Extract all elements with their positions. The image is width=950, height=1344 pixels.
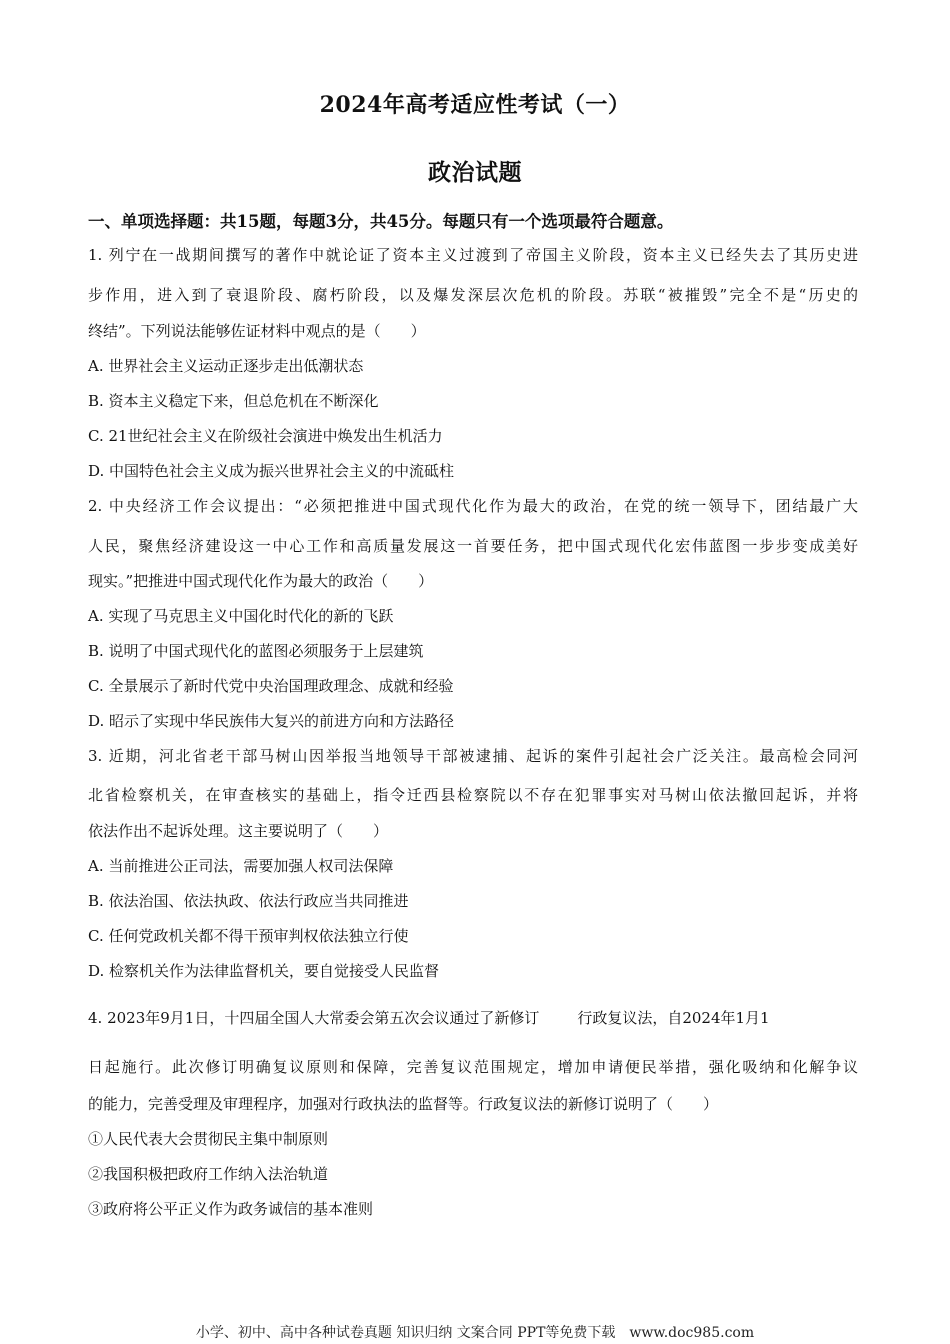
question-2-stem-line-1: 2. 中央经济工作会议提出：“必须把推进中国式现代化作为最大的政治，在党的统一领导下，团结最广大 [88,497,858,515]
question-1-option-b: B. 资本主义稳定下来，但总危机在不断深化 [88,392,379,410]
exam-title: 2024年高考适应性考试（一） [319,92,631,118]
question-4-statement-1: ①人民代表大会贯彻民主集中制原则 [88,1130,329,1148]
question-3-stem-line-2: 北省检察机关，在审查核实的基础上，指令迁西县检察院以不存在犯罪事实对马树山依法撤回起诉，并将 [88,786,858,804]
question-2-stem-line-2: 人民，聚焦经济建设这一中心工作和高质量发展这一首要任务，把中国式现代化宏伟蓝图一步步变成美好 [88,537,858,555]
question-3-stem-line-3: 依法作出不起诉处理。这主要说明了（ ） [88,822,389,840]
page-footer [0,1322,950,1342]
question-4-statement-3: ③政府将公平正义作为政务诚信的基本准则 [88,1200,374,1218]
exam-subtitle: 政治试题 [428,159,522,186]
question-2-option-a: A. 实现了马克思主义中国化时代化的新的飞跃 [88,607,394,625]
question-2-option-d: D. 昭示了实现中华民族伟大复兴的前进方向和方法路径 [88,712,455,730]
question-1-option-a: A. 世界社会主义运动正逐步走出低潮状态 [88,357,364,375]
question-3-option-b: B. 依法治国、依法执政、依法行政应当共同推进 [88,892,409,910]
section-heading: 一、单项选择题：共15题，每题3分，共45分。每题只有一个选项最符合题意。 [88,212,674,231]
question-3-option-c: C. 任何党政机关都不得干预审判权依法独立行使 [88,927,409,945]
question-1-stem-line-2: 步作用，进入到了衰退阶段、腐朽阶段，以及爆发深层次危机的阶段。苏联“被摧毁”完全不是“历史的 [88,286,858,304]
question-1-option-c: C. 21世纪社会主义在阶级社会演进中焕发出生机活力 [88,427,443,445]
question-4-statement-2: ②我国积极把政府工作纳入法治轨道 [88,1165,329,1183]
question-2-option-c: C. 全景展示了新时代党中央治国理政理念、成就和经验 [88,677,454,695]
question-4-stem-line-3: 的能力，完善受理及审理程序，加强对行政执法的监督等。行政复议法的新修订说明了（ ） [88,1095,719,1113]
question-2-option-b: B. 说明了中国式现代化的蓝图必须服务于上层建筑 [88,642,424,660]
question-1-stem-line-3: 终结”。下列说法能够佐证材料中观点的是（ ） [88,322,426,340]
question-3-option-a: A. 当前推进公正司法，需要加强人权司法保障 [88,857,394,875]
question-4-stem-line-2: 日起施行。此次修订明确复议原则和保障，完善复议范围规定，增加申请便民举措，强化吸纳和化解争议 [88,1058,858,1076]
question-3-option-d: D. 检察机关作为法律监督机关，要自觉接受人民监督 [88,962,440,980]
question-2-stem-line-3: 现实。”把推进中国式现代化作为最大的政治（ ） [88,572,434,590]
footer-site-link[interactable]: www.doc985.com [629,1325,755,1341]
footer-text: 小学、初中、高中各种试卷真题 知识归纳 文案合同 PPT等免费下载 [195,1325,616,1341]
question-4-stem-line-1 [88,1007,858,1029]
question-1-stem-line-1: 1. 列宁在一战期间撰写的著作中就论证了资本主义过渡到了帝国主义阶段，资本主义已经失去了其历史进 [88,246,858,264]
question-4-stem-part-1: 4. 2023年9月1日，十四届全国人大常委会第五次会议通过了新修订 [88,1009,540,1027]
question-1-option-d: D. 中国特色社会主义成为振兴世界社会主义的中流砥柱 [88,462,455,480]
question-4-stem-part-2: 行政复议法，自2024年1月1 [577,1009,770,1027]
question-3-stem-line-1: 3. 近期，河北省老干部马树山因举报当地领导干部被逮捕、起诉的案件引起社会广泛关注。最高检会同河 [88,747,858,765]
